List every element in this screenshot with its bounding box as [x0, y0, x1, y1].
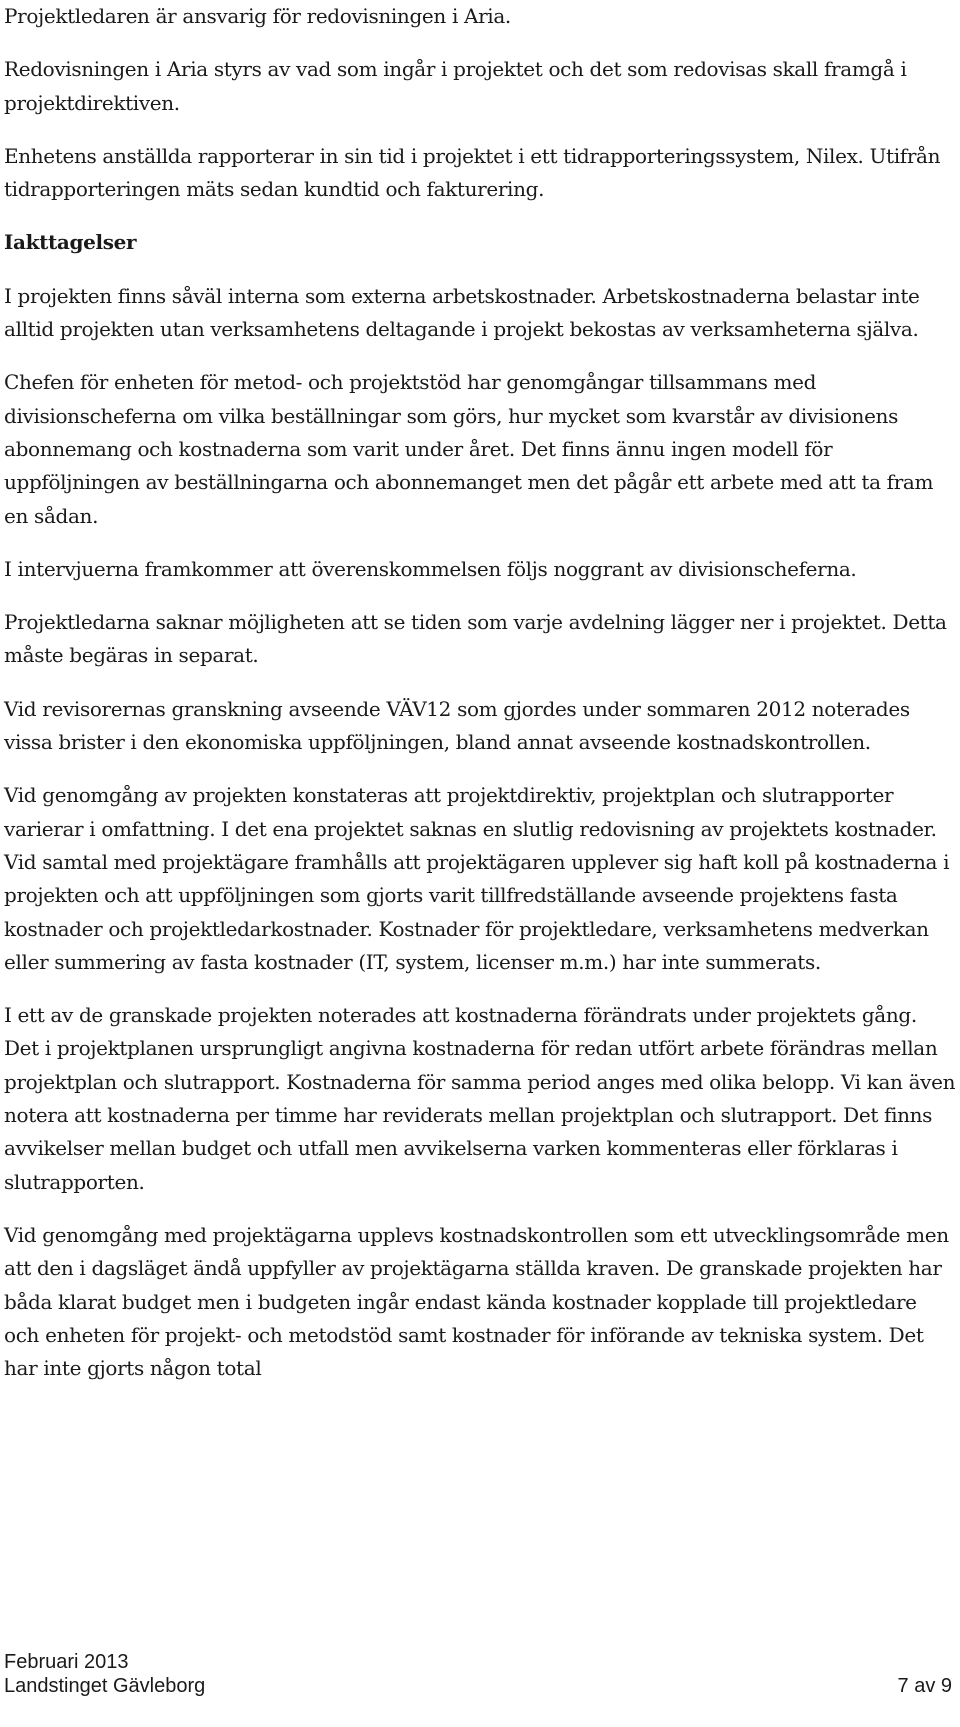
page-number: 7 av 9 [897, 1675, 952, 1697]
paragraph: I ett av de granskade projekten noterades att kostnaderna förändrats under projektets gång. Det i projektplanen ursprungligt angivna kostnaderna för redan utfört arbete förändras mellan projektplan och slutrapport. Kostnaderna för samma period anges med olika belopp. Vi kan även notera att kostnaderna per timme har reviderats mellan projektplan och slutrapport. Det finns avvikelser mellan budget och utfall men avvikelserna varken kommenteras eller förklaras i slutrapporten. [4, 1003, 956, 1194]
page-footer [4, 1650, 952, 1698]
paragraph: Vid genomgång av projekten konstateras att projektdirektiv, projektplan och slutrapporter varierar i omfattning. I det ena projektet saknas en slutlig redovisning av projektets kostnader. Vid samtal med projektägare framhålls att projektägaren upplever sig haft koll på kostnaderna i projekten och att uppföljningen som gjorts varit tillfredställande avseende projektens fasta kostnader och projektledarkostnader. Kostnader för projektledare, verksamhetens medverkan eller summering av fasta kostnader (IT, system, licenser m.m.) har inte summerats. [4, 783, 950, 974]
paragraph: Projektledarna saknar möjligheten att se tiden som varje avdelning lägger ner i projektet. Detta måste begäras in separat. [4, 610, 947, 668]
footer-row [4, 1674, 952, 1698]
paragraph: Enhetens anställda rapporterar in sin tid i projektet i ett tidrapporteringssystem, Nilex. Utifrån tidrapporteringen mäts sedan kundtid och fakturering. [4, 143, 941, 202]
footer-organization: Landstinget Gävleborg [4, 1675, 206, 1697]
footer-date: Februari 2013 [4, 1651, 129, 1673]
paragraph: Redovisningen i Aria styrs av vad som ingår i projektet och det som redovisas skall framgå i projektdirektiven. [4, 57, 907, 115]
paragraph: Projektledaren är ansvarig för redovisningen i Aria. [4, 4, 511, 28]
paragraph: Vid revisorernas granskning avseende VÄV12 som gjordes under sommaren 2012 noterades vissa brister i den ekonomiska uppföljningen, bland annat avseende kostnadskontrollen. [4, 696, 910, 755]
paragraph: I projekten finns såväl interna som externa arbetskostnader. Arbetskostnaderna belastar inte alltid projekten utan verksamhetens deltagande i projekt bekostas av verksamheterna själva. [4, 283, 920, 342]
paragraph: Vid genomgång med projektägarna upplevs kostnadskontrollen som ett utvecklingsområde men att den i dagsläget ändå uppfyller av projektägarna ställda kraven. De granskade projekten har båda klarat budget men i budgeten ingår endast kända kostnader kopplade till projektledare och enheten för projekt- och metodstöd samt kostnader för införande av tekniska system. Det har inte gjorts någon total [4, 1222, 949, 1381]
section-heading: Iakttagelser [4, 230, 137, 255]
paragraph: Chefen för enheten för metod- och projektstöd har genomgångar tillsammans med divisionscheferna om vilka beställningar som görs, hur mycket som kvarstår av divisionens abonnemang och kostnaderna som varit under året. Det finns ännu ingen modell för uppföljningen av beställningarna och abonnemanget men det pågår ett arbete med att ta fram en sådan. [4, 370, 934, 528]
document-body [4, 0, 956, 1405]
paragraph: I intervjuerna framkommer att överenskommelsen följs noggrant av divisionscheferna. [4, 556, 857, 581]
